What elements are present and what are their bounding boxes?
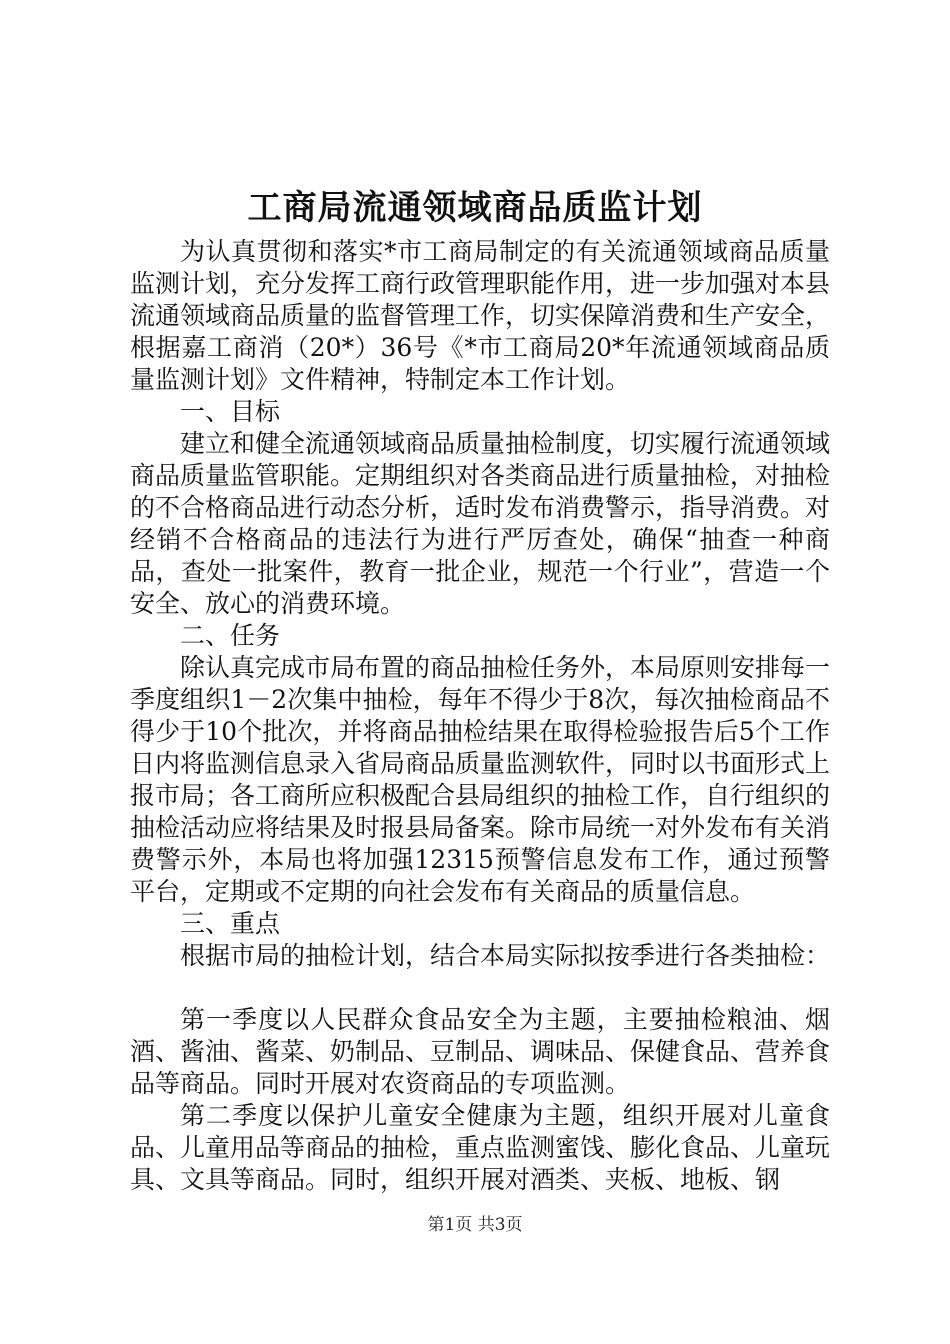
section-heading-focus: 三、重点 [180,909,281,938]
document-title: 工商局流通领域商品质监计划 [247,188,703,228]
page-footer [0,1213,950,1237]
section-text-focus: 根据市局的抽检计划，结合本局实际拟按季进行各类抽检： [180,941,831,970]
blank-line [130,972,830,1004]
page-total: 共3页 [477,1215,523,1235]
section-text-task: 除认真完成市局布置的商品抽检任务外，本局原则安排每一季度组织1－2次集中抽检，每年不得少于8次，每次抽检商品不得少于10个批次，并将商品抽检结果在取得检验报告后5个工作日内将监测信息录入省局商品质量监测软件，同时以书面形式上报市局；各工商所应积极配合县局组织的抽检工作，自行组织的抽检活动应将结果及时报县局备案。除市局统一对外发布有关消费警示外，本局也将加强12315预警信息发布工作，通过预警平台，定期或不定期的向社会发布有关商品的质量信息。 [130,653,831,906]
intro-paragraph: 为认真贯彻和落实*市工商局制定的有关流通领域商品质量监测计划，充分发挥工商行政管理职能作用，进一步加强对本县流通领域商品质量的监督管理工作，切实保障消费和生产安全，根据嘉工商消（20*）36号《*市工商局20*年流通领域商品质量监测计划》文件精神，特制定本工作计划。 [130,237,831,394]
section-heading-task: 二、任务 [180,621,281,650]
section-text-goal: 建立和健全流通领域商品质量抽检制度，切实履行流通领域商品质量监管职能。定期组织对各类商品进行质量抽检，对抽检的不合格商品进行动态分析，适时发布消费警示，指导消费。对经销不合格商品的违法行为进行严厉查处，确保“抽查一种商品，查处一批案件，教育一批企业，规范一个行业”，营造一个安全、放心的消费环境。 [130,429,831,618]
quarter-two-paragraph: 第二季度以保护儿童安全健康为主题，组织开展对儿童食品、儿童用品等商品的抽检，重点监测蜜饯、膨化食品、儿童玩具、文具等商品。同时，组织开展对酒类、夹板、地板、钢 [130,1101,831,1194]
document-body [130,236,830,1196]
page-number: 第1页 [427,1215,473,1235]
section-heading-goal: 一、目标 [180,397,281,426]
quarter-one-paragraph: 第一季度以人民群众食品安全为主题，主要抽检粮油、烟酒、酱油、酱菜、奶制品、豆制品、调味品、保健食品、营养食品等商品。同时开展对农资商品的专项监测。 [130,1005,831,1098]
